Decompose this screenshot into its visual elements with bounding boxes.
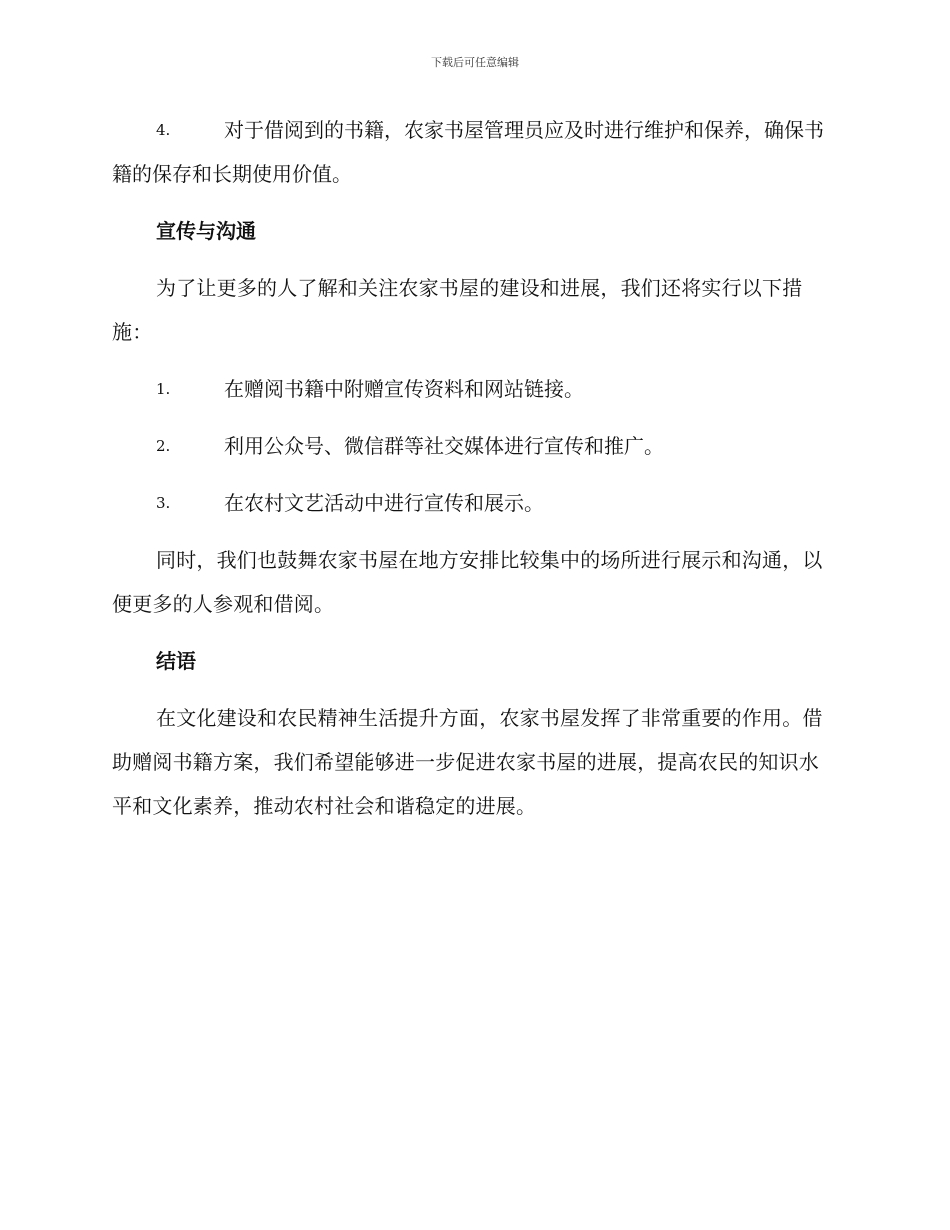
section-heading-conclusion: 结语 — [156, 649, 196, 673]
list-item-text: 在赠阅书籍中附赠宣传资料和网站链接。 — [224, 377, 584, 401]
conclusion-paragraph: 在文化建设和农民精神生活提升方面，农家书屋发挥了非常重要的作用。借助赠阅书籍方案，我们希望能够进一步促进农家书屋的进展，提高农民的知识水平和文化素养，推动农村社会和谐稳定的进展。 — [112, 706, 823, 818]
section-closing-paragraph: 同时，我们也鼓舞农家书屋在地方安排比较集中的场所进行展示和沟通，以便更多的人参观和借阅。 — [112, 548, 823, 616]
list-item-text: 在农村文艺活动中进行宣传和展示。 — [224, 491, 544, 515]
list-number: 2. — [156, 437, 171, 455]
list-number: 4. — [156, 121, 171, 139]
list-item-4 — [112, 108, 834, 196]
list-item-text: 对于借阅到的书籍，农家书屋管理员应及时进行维护和保养，确保书籍的保存和长期使用价值。 — [112, 118, 824, 186]
list-number: 1. — [156, 380, 171, 398]
list-item-text: 利用公众号、微信群等社交媒体进行宣传和推广。 — [224, 434, 664, 458]
list-item — [112, 481, 834, 525]
section-heading-publicity: 宣传与沟通 — [156, 219, 256, 243]
list-item — [112, 367, 834, 411]
document-body — [112, 108, 834, 841]
section-intro-paragraph: 为了让更多的人了解和关注农家书屋的建设和进展，我们还将实行以下措施： — [112, 276, 803, 344]
list-number: 3. — [156, 494, 171, 512]
page-header-note: 下载后可任意编辑 — [431, 56, 519, 69]
list-item — [112, 424, 834, 468]
